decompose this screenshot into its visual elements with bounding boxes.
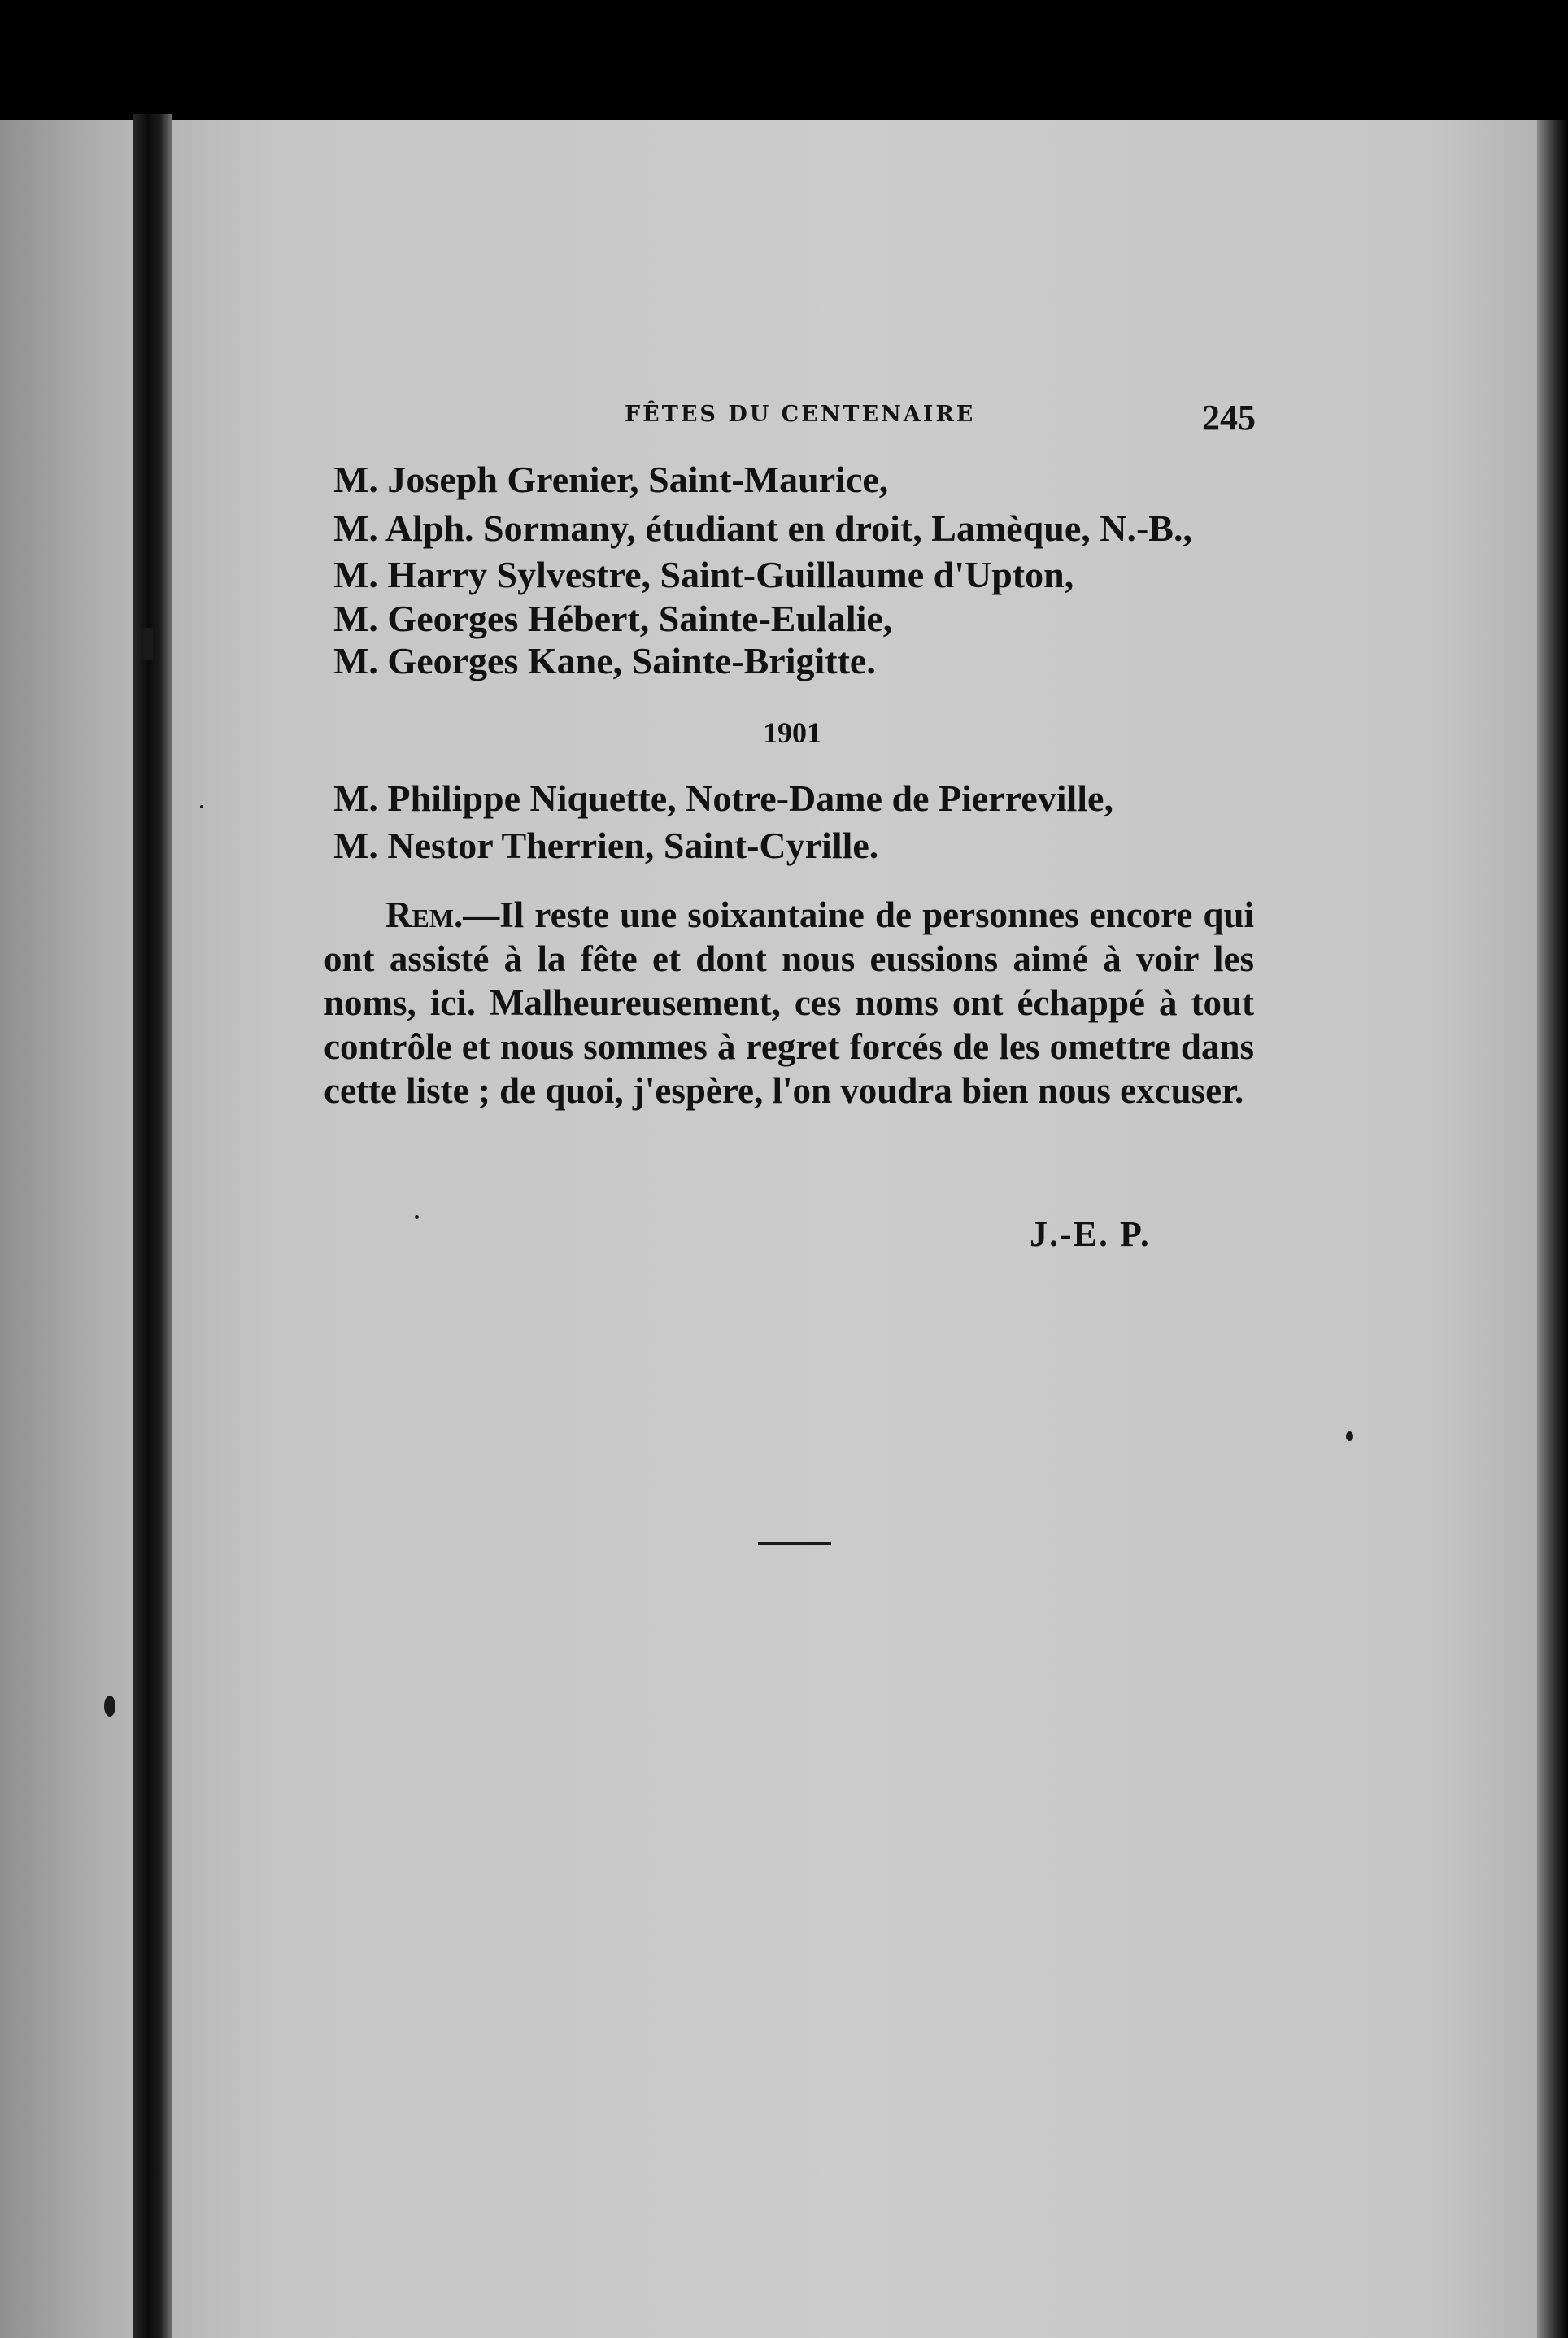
remark-label: Rem.	[385, 895, 464, 935]
scan-speck	[104, 1696, 115, 1717]
scan-speck	[143, 628, 153, 660]
book-page	[167, 120, 1537, 2338]
end-rule	[758, 1542, 831, 1545]
scan-speck	[200, 805, 203, 808]
scan-speck	[1346, 1431, 1353, 1441]
list-item: M. Georges Kane, Sainte-Brigitte.	[333, 640, 876, 681]
year-heading: 1901	[763, 716, 821, 749]
page-number: 245	[1202, 398, 1256, 438]
list-item: M. Nestor Therrien, Saint-Cyrille.	[333, 825, 879, 866]
scan-top-border	[0, 0, 1568, 130]
remark-paragraph	[324, 893, 1254, 1112]
running-title: FÊTES DU CENTENAIRE	[625, 402, 976, 427]
list-item: M. Georges Hébert, Sainte-Eulalie,	[333, 598, 893, 639]
list-item: M. Philippe Niquette, Notre-Dame de Pierreville,	[333, 777, 1113, 819]
scan-speck	[415, 1215, 419, 1219]
list-item: M. Alph. Sormany, étudiant en droit, Lamèque, N.-B.,	[333, 507, 1192, 549]
book-gutter	[133, 114, 172, 2338]
list-item: M. Harry Sylvestre, Saint-Guillaume d'Upton,	[333, 554, 1074, 595]
signature: J.-E. P.	[1030, 1214, 1151, 1254]
list-item: M. Joseph Grenier, Saint-Maurice,	[333, 459, 889, 500]
scan-right-border	[1537, 120, 1568, 2338]
facing-page-edge	[0, 120, 142, 2338]
remark-text: —Il reste une soixantaine de personnes encore qui ont assisté à la fête et dont nous eussions aimé à voir les noms, ici. Malheureusement, ces noms ont échappé à tout contrôle et nous sommes à regret forcés de les omettre dans cette liste ; de quoi, j'espère, l'on voudra bien nous excuser.	[324, 895, 1254, 1111]
